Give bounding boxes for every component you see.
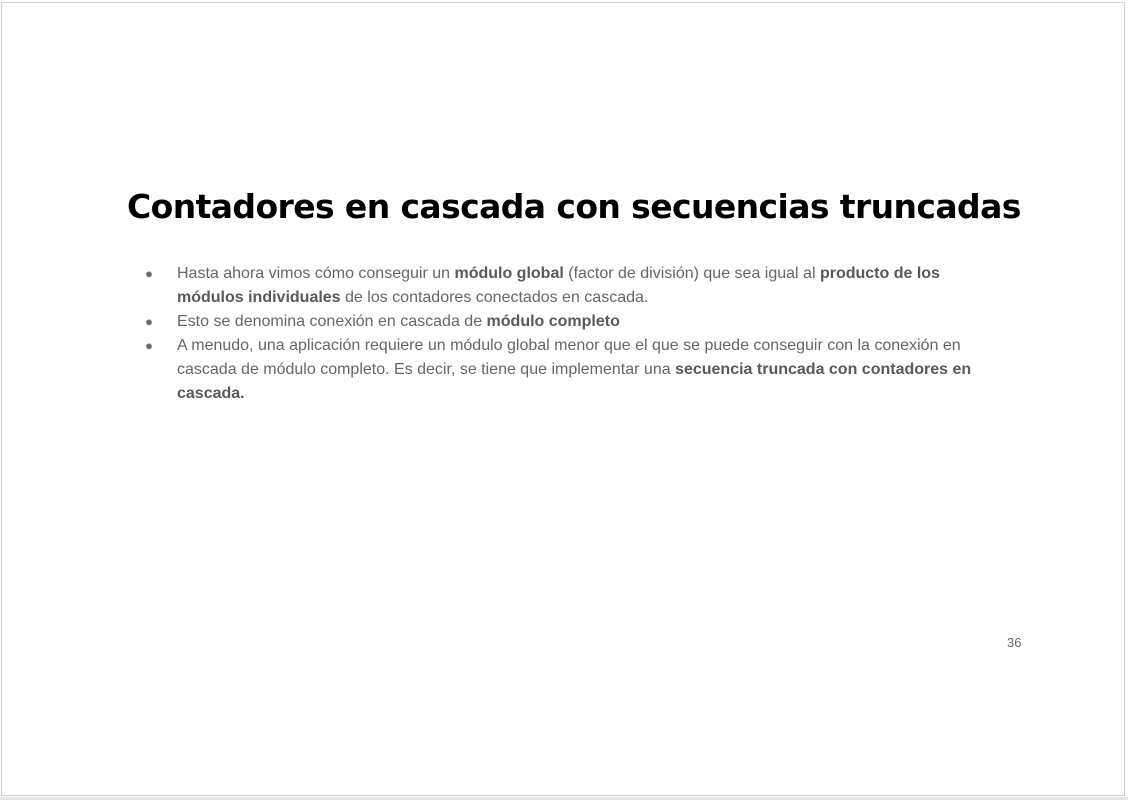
bullet-text: Esto se denomina conexión en cascada de bbox=[177, 313, 487, 330]
slide-title: Contadores en cascada con secuencias truncadas bbox=[127, 187, 1021, 226]
bullet-dot-icon: ● bbox=[145, 338, 153, 353]
bullet-bold-text: producto de los módulos individuales bbox=[177, 265, 940, 306]
slide bbox=[1, 2, 1125, 796]
bullet-list bbox=[142, 262, 1002, 406]
bullet-bold-text: secuencia truncada con contadores en cascada. bbox=[177, 361, 972, 402]
bullet-text: A menudo, una aplicación requiere un módulo global menor que el que se puede conseguir con la conexión en cascada de módulo completo. Es decir, se tiene que implementar una bbox=[177, 337, 961, 378]
page-number: 36 bbox=[1007, 635, 1022, 650]
bullet-text: de los contadores conectados en cascada. bbox=[340, 289, 649, 306]
bullet-dot-icon: ● bbox=[145, 266, 153, 281]
bullet-bold-text: módulo global bbox=[454, 265, 564, 282]
bullet-bold-text: módulo completo bbox=[486, 313, 620, 330]
bullet-dot-icon: ● bbox=[145, 314, 153, 329]
bullet-item bbox=[142, 334, 1002, 406]
bullet-text: (factor de división) que sea igual al bbox=[563, 265, 820, 282]
bullet-text: Hasta ahora vimos cómo conseguir un bbox=[177, 265, 455, 282]
bullet-item bbox=[142, 310, 1002, 334]
bullet-item bbox=[142, 262, 1002, 310]
